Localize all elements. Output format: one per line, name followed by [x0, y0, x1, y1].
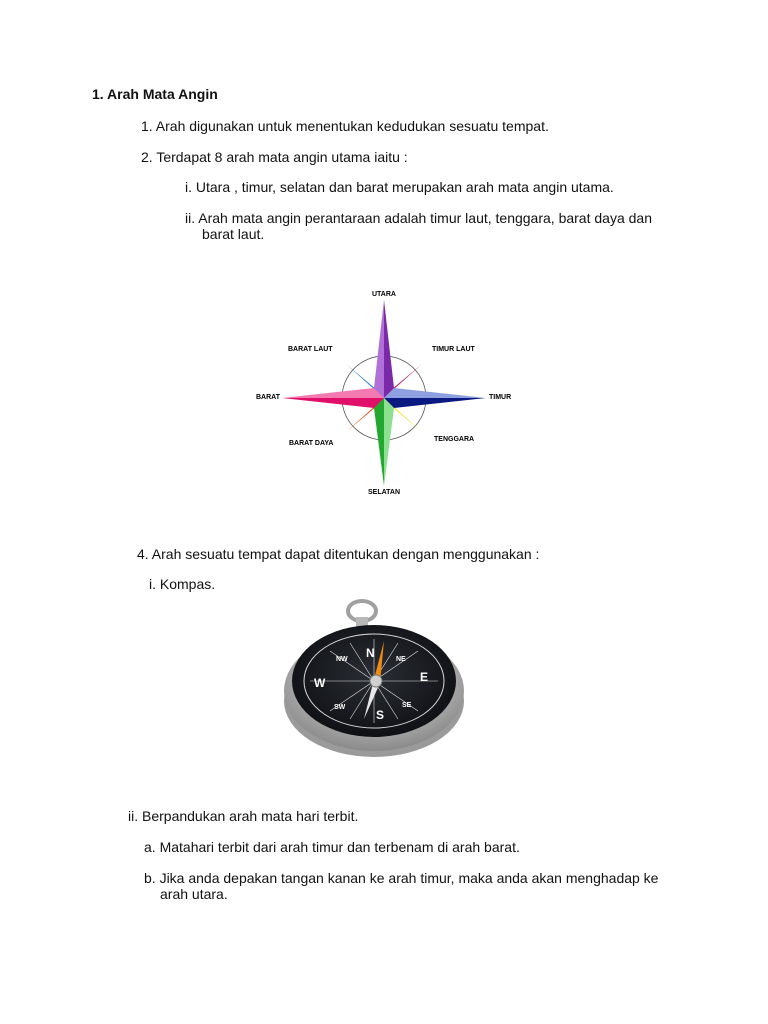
dial-letter-nw: NW — [336, 656, 348, 663]
label-timur: TIMUR — [489, 394, 512, 401]
label-barat-laut: BARAT LAUT — [288, 346, 333, 353]
label-selatan: SELATAN — [368, 489, 401, 496]
list-item: 1. Arah digunakan untuk menentukan kedudukan sesuatu tempat. — [141, 118, 549, 134]
list-item: i. Kompas. — [149, 576, 216, 592]
label-barat-daya: BARAT DAYA — [289, 440, 334, 447]
dial-letter-e: E — [420, 670, 429, 684]
label-tenggara: TENGGARA — [434, 436, 475, 443]
dial-letter-sw: SW — [334, 704, 346, 711]
label-timur-laut: TIMUR LAUT — [432, 346, 475, 353]
dial-letter-n: N — [366, 646, 375, 660]
dial-letter-ne: NE — [396, 656, 406, 663]
list-item: ii. Berpandukan arah mata hari terbit. — [128, 808, 359, 824]
dial-letter-se: SE — [402, 702, 412, 709]
section-heading: 1. Arah Mata Angin — [92, 86, 218, 102]
list-item: b. Jika anda depakan tangan kanan ke arah timur, maka anda akan menghadap ke — [144, 870, 659, 886]
list-item: ii. Arah mata angin perantaraan adalah timur laut, tenggara, barat daya dan — [185, 210, 652, 226]
list-item: i. Utara , timur, selatan dan barat merupakan arah mata angin utama. — [185, 179, 614, 195]
dial-letter-s: S — [376, 708, 385, 722]
compass-image — [278, 597, 478, 762]
list-item: a. Matahari terbit dari arah timur dan terbenam di arah barat. — [144, 839, 520, 855]
list-item-continuation: barat laut. — [202, 226, 265, 242]
list-item-continuation: arah utara. — [160, 886, 228, 902]
label-barat: BARAT — [256, 394, 280, 401]
list-item: 4. Arah sesuatu tempat dapat ditentukan dengan menggunakan : — [137, 546, 540, 562]
list-item: 2. Terdapat 8 arah mata angin utama iaitu : — [141, 149, 408, 165]
label-utara: UTARA — [372, 291, 396, 298]
dial-letter-w: W — [314, 676, 326, 690]
